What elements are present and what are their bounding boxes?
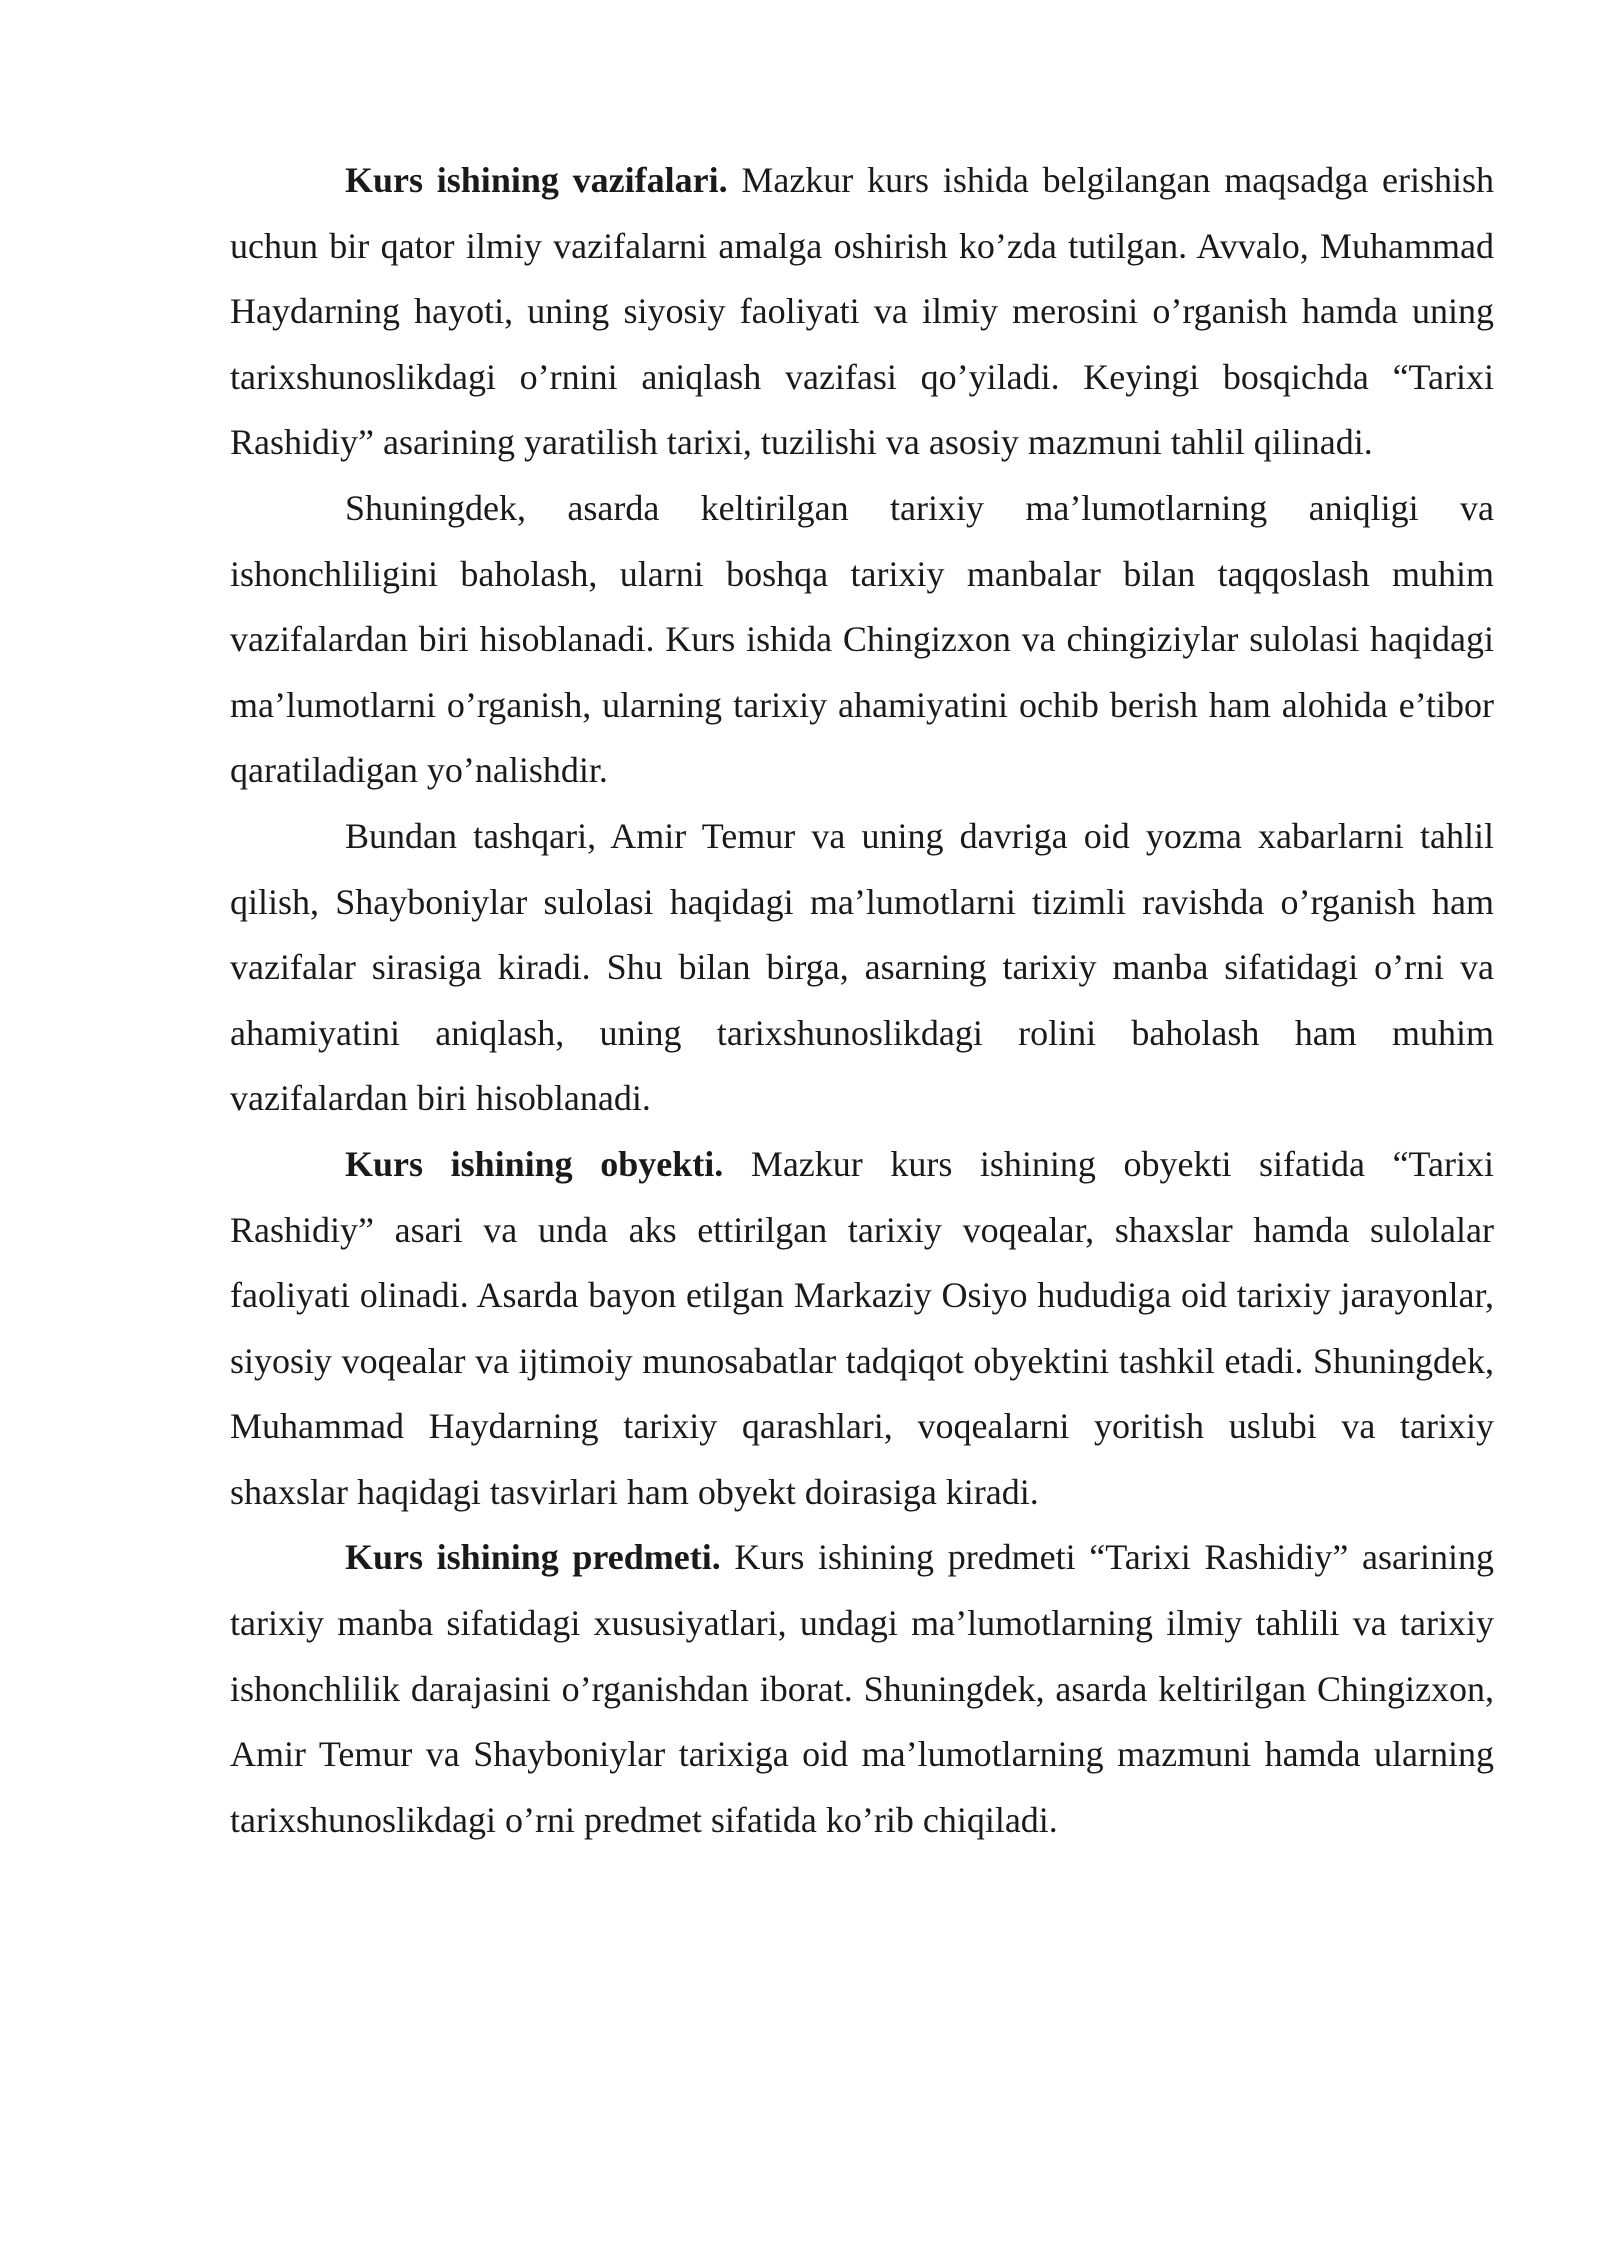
paragraph-lead: Kurs ishining vazifalari. [345, 160, 728, 200]
paragraph-lead: Kurs ishining obyekti. [345, 1143, 724, 1184]
paragraph-text: Kurs ishining predmeti “Tarixi Rashidiy” asarining tarixiy manba sifatidagi xususiyatlari, undagi ma’lumotlarning ilmiy tahlili va tarixiy ishonchlilik darajasini o’rganishdan iborat. Shuningdek, asarda keltirilgan Chingizxon, Amir Temur va Shayboniylar tarixiga oid ma’lumotlarning mazmuni hamda ularning tarixshunoslikdagi o’rni predmet sifatida ko’rib chiqiladi. [230, 1537, 1494, 1840]
paragraph-text: Shuningdek, asarda keltirilgan tarixiy ma’lumotlarning aniqligi va ishonchliligini baholash, ularni boshqa tarixiy manbalar bilan taqqoslash muhim vazifalardan biri hisoblanadi. Kurs ishida Chingizxon va chingiziylar sulolasi haqidagi ma’lumotlarni o’rganish, ularning tarixiy ahamiyatini ochib berish ham alohida e’tibor qaratiladigan yo’nalishdir. [230, 487, 1494, 791]
paragraph-lead: Kurs ishining predmeti. [345, 1537, 721, 1578]
paragraph-predmeti [230, 1525, 1494, 1853]
paragraph-text: Mazkur kurs ishida belgilangan maqsadga erishish uchun bir qator ilmiy vazifalarni amalga oshirish ko’zda tutilgan. Avvalo, Muhammad Haydarning hayoti, uning siyosiy faoliyati va ilmiy merosini o’rganish hamda uning tarixshunoslikdagi o’rnini aniqlash vazifasi qo’yiladi. Keyingi bosqichda “Tarixi Rashidiy” asarining yaratilish tarixi, tuzilishi va asosiy mazmuni tahlil qilinadi. [230, 160, 1494, 463]
paragraph-text: Mazkur kurs ishining obyekti sifatida “Tarixi Rashidiy” asari va unda aks ettirilgan tarixiy voqealar, shaxslar hamda sulolalar faoliyati olinadi. Asarda bayon etilgan Markaziy Osiyo hududiga oid tarixiy jarayonlar, siyosiy voqealar va ijtimoiy munosabatlar tadqiqot obyektini tashkil etadi. Shuningdek, Muhammad Haydarning tarixiy qarashlari, voqealarni yoritish uslubi va tarixiy shaxslar haqidagi tasvirlari ham obyekt doirasiga kiradi. [230, 1143, 1494, 1512]
paragraph-vazifalari [230, 148, 1494, 476]
paragraph-shuningdek [230, 476, 1494, 804]
document-page [230, 148, 1494, 1853]
paragraph-obyekti [230, 1132, 1494, 1526]
paragraph-text: Bundan tashqari, Amir Temur va uning davriga oid yozma xabarlarni tahlil qilish, Shayboniylar sulolasi haqidagi ma’lumotlarni tizimli ravishda o’rganish ham vazifalar sirasiga kiradi. Shu bilan birga, asarning tarixiy manba sifatidagi o’rni va ahamiyatini aniqlash, uning tarixshunoslikdagi rolini baholash ham muhim vazifalardan biri hisoblanadi. [230, 815, 1494, 1119]
paragraph-bundan-tashqari [230, 804, 1494, 1132]
